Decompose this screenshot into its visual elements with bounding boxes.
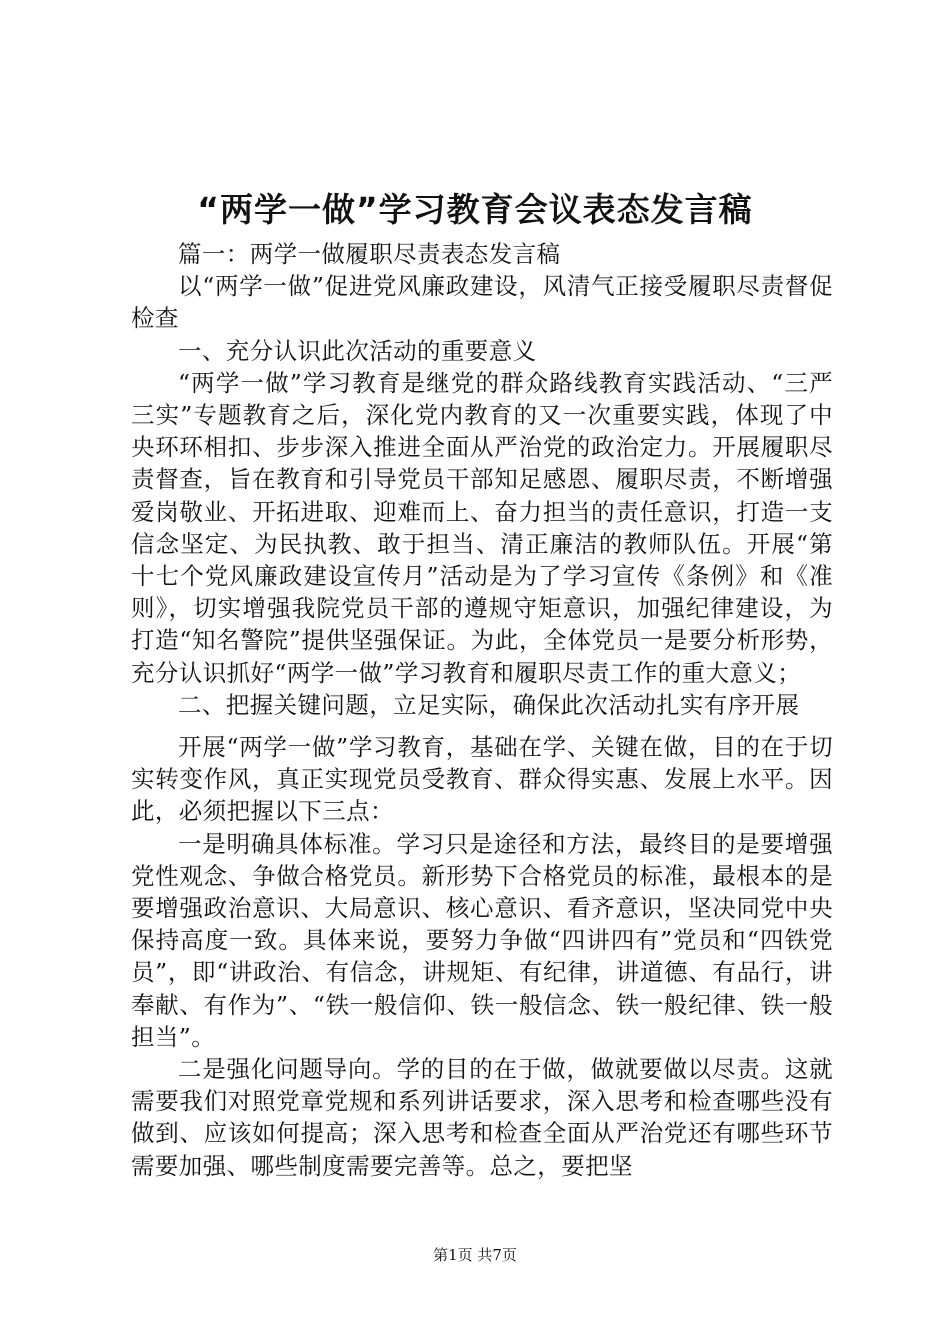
- document-body: [131, 238, 833, 1182]
- paragraph-significance: “两学一做”学习教育是继党的群众路线教育实践活动、“三严三实”专题教育之后，深化党内教育的又一次重要实践，体现了中央环环相扣、步步深入推进全面从严治党的政治定力。开展履职尽责督查，旨在教育和引导党员干部知足感恩、履职尽责，不断增强爱岗敬业、开拓进取、迎难而上、奋力担当的责任意识，打造一支信念坚定、为民执教、敢于担当、清正廉洁的教师队伍。开展“第十七个党风廉政建设宣传月”活动是为了学习宣传《条例》和《准则》，切实增强我院党员干部的遵规守矩意识，加强纪律建设，为打造“知名警院”提供坚强保证。为此，全体党员一是要分析形势，充分认识抓好“两学一做”学习教育和履职尽责工作的重大意义；: [131, 368, 833, 687]
- paragraph-point-two: 二是强化问题导向。学的目的在于做，做就要做以尽责。这就需要我们对照党章党规和系列讲话要求，深入思考和检查哪些没有做到、应该如何提高；深入思考和检查全面从严治党还有哪些环节需要加强、哪些制度需要完善等。总之，要把坚: [131, 1055, 833, 1180]
- paragraph-point-one: 一是明确具体标准。学习只是途径和方法，最终目的是要增强党性观念、争做合格党员。新形势下合格党员的标准，最根本的是要增强政治意识、大局意识、核心意识、看齐意识，坚决同党中央保持高度一致。具体来说，要努力争做“四讲四有”党员和“四铁党员”，即“讲政治、有信念，讲规矩、有纪律，讲道德、有品行，讲奉献、有作为”、“铁一般信仰、铁一般信念、铁一般纪律、铁一般担当”。: [131, 829, 833, 1051]
- page-number-footer: 第1页 共7页: [433, 1246, 517, 1264]
- section-heading-2: 二、把握关键问题，立足实际，确保此次活动扎实有序开展: [178, 690, 800, 719]
- paragraph-subtitle: 篇一：两学一做履职尽责表态发言稿: [178, 240, 561, 268]
- paragraph-key-points: 开展“两学一做”学习教育，基础在学、关键在做，目的在于切实转变作风，真正实现党员受教育、群众得实惠、发展上水平。因此，必须把握以下三点：: [131, 733, 833, 826]
- paragraph-heading-theme: 以“两学一做”促进党风廉政建设，风清气正接受履职尽责督促检查: [131, 272, 833, 333]
- section-heading-1: 一、充分认识此次活动的重要意义: [178, 336, 537, 365]
- page-title: “两学一做”学习教育会议表态发言稿: [197, 190, 753, 229]
